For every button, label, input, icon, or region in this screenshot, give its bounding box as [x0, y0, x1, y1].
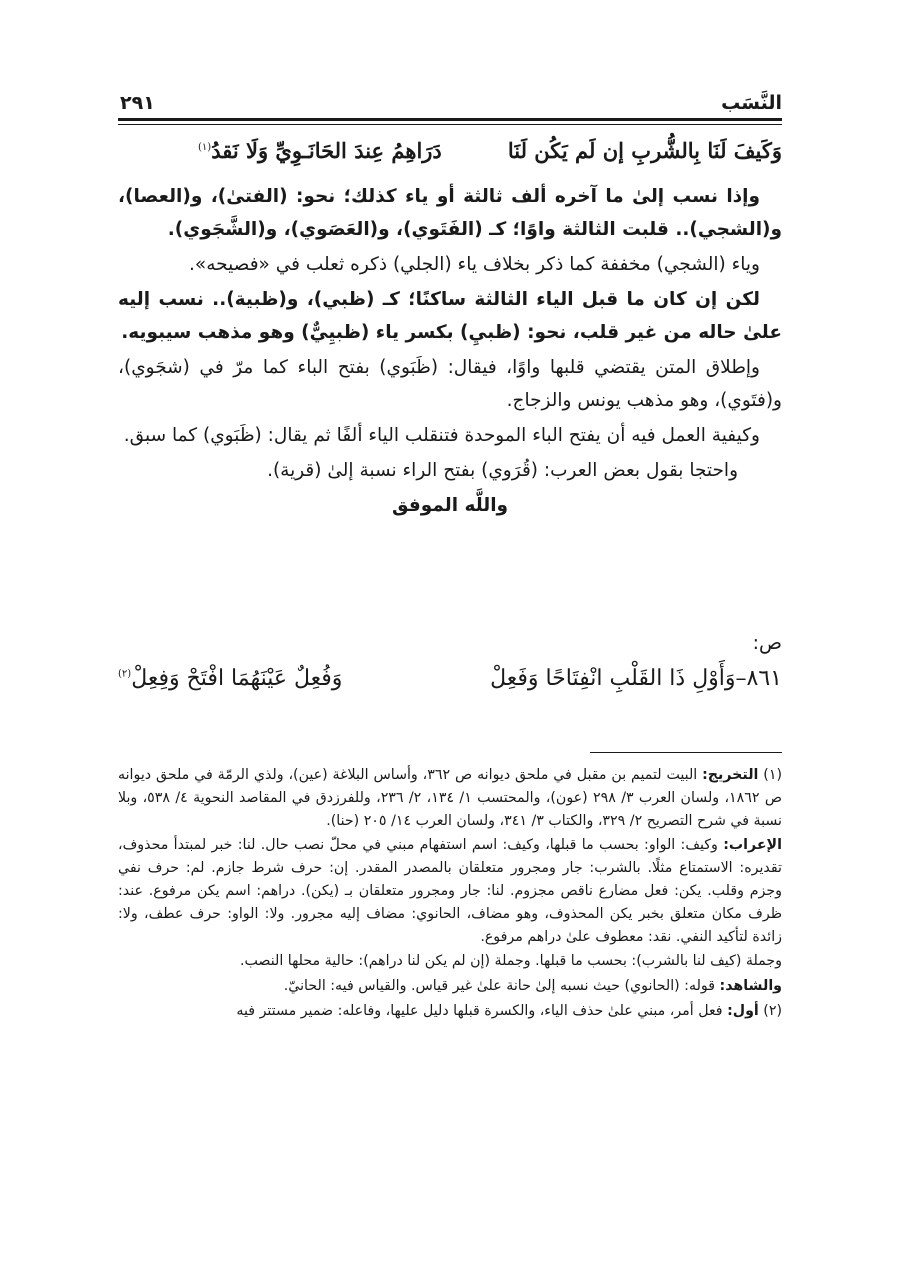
footnote-shahid-label: والشاهد: [719, 978, 782, 995]
running-title: النَّسَب [721, 92, 782, 114]
paragraph-3: لكن إن كان ما قبل الياء الثالثة ساكنًا؛ كـ (ظبي)، و(ظبية).. نسب إليه علىٰ حاله من غير قلب، نحو: (ظبيِ) بكسر ياء (ظبيِيٌّ) وهو مذهب سيبويه. [118, 289, 782, 343]
footnote-separator [590, 752, 782, 753]
page-number: ٢٩١ [120, 92, 155, 114]
footnote-jumla: وجملة (كيف لنا بالشرب): بحسب ما قبلها. وجملة (إن لم يكن لنا دراهم): حالية محلها النصب. [239, 953, 782, 970]
paragraph-2: وياء (الشجي) مخففة كما ذكر بخلاف ياء (الجلي) ذكره ثعلب في «فصيحه». [189, 254, 760, 275]
footnote-2 [118, 1000, 782, 1023]
footnotes [118, 764, 782, 1025]
footnote-shahid-text: قوله: (الحانوي) حيث نسبه إلىٰ حانة علىٰ غير قياس. والقياس فيه: الحانيّ. [283, 978, 715, 995]
paragraph-1: وإذا نسب إلىٰ ما آخره ألف ثالثة أو ياء كذلك؛ نحو: (الفتىٰ)، و(العصا)، و(الشجي).. قلبت الثالثة واوًا؛ كـ (الفَتَوي)، و(العَصَوي)، و(الشَّجَوي). [118, 186, 782, 240]
header-rule-thick [118, 118, 782, 121]
footnote-1-label: التخريج: [702, 767, 759, 783]
footnote-shahid [118, 975, 782, 998]
footnote-irab-label: الإعراب: [723, 837, 782, 854]
footnote-1 [118, 764, 782, 832]
verse-second-half [198, 138, 442, 163]
footnote-1-text: البيت لتميم بن مقبل في ملحق ديوانه ص ٣٦٢، وأساس البلاغة (عين)، ولذي الرمّة في ملحق ديوانه ص ١٨٦٢، ولسان العرب ٣/ ٢٩٨ (عون)، والمحتسب ١/ ١٣٤، ٢/ ٢٣٦، وللفرزدق في المقاصد النحوية ٤/ ٥٣٨، وبلا نسبة في شرح التصريح ٢/ ٣٢٩، والكتاب ٣/ ٣٤١، ولسان العرب ١٤/ ٢٠٥ (حنا). [118, 767, 782, 829]
footnote-ref-1[interactable]: (١) [198, 142, 212, 153]
page-header [120, 88, 782, 114]
main-text [118, 180, 782, 524]
paragraph-4: وإطلاق المتن يقتضي قلبها واوًا، فيقال: (ظَبَوي) بفتح الباء كما مرّ في (شجَوي)، و(فتَوي)، وهو مذهب يونس والزجاج. [118, 357, 782, 411]
paragraph-6: واحتجا بقول بعض العرب: (قُرَوي) بفتح الراء نسبة إلىٰ (قرية). [267, 460, 738, 481]
header-rule-thin [118, 124, 782, 125]
poem-line [118, 666, 782, 691]
footnote-ref-2[interactable]: (٢) [118, 668, 132, 680]
verse-line [198, 138, 782, 163]
poem-first-half: ٨٦١–وَأَوْلِ ذَا القَلْبِ انْفِتَاحًا وَفَعِلْ [490, 666, 782, 691]
footnote-2-text: فعل أمر، مبني علىٰ حذف الياء، والكسرة قبلها دليل عليها، وفاعله: ضمير مستتر فيه [236, 1002, 723, 1019]
footnote-2-number: (٢) [763, 1002, 782, 1019]
footnote-irab [118, 834, 782, 948]
closing-phrase: واللَّه الموفق [391, 495, 509, 516]
poem-second-half [118, 666, 342, 691]
footnote-irab-text: وكيف: الواو: بحسب ما قبلها، وكيف: اسم استفهام مبني في محلّ نصب حال. لنا: خبر لمبتدأ محذوف، تقديره: الاستمتاع مثلًا. بالشرب: جار ومجرور متعلقان بالمصدر المقدر. إن: حرف شرط جازم. لم: حرف نفي وجزم وقلب. يكن: فعل مضارع ناقص مجزوم. لنا: جار ومجرور متعلقان بـ (يكن). دراهم: اسم يكن مرفوع. عند: ظرف مكان متعلق بخبر يكن المحذوف، وهو مضاف، الحانوي: مضاف إليه مجرور. ولا: الواو: حرف عطف، ولا: زائدة لتأكيد النفي. نقد: معطوف علىٰ دراهم مرفوع. [118, 837, 782, 945]
verse-first-half: وَكَيفَ لَنَا بِالشُّربِ إن لَم يَكُن لَنَا [507, 138, 782, 163]
paragraph-5: وكيفية العمل فيه أن يفتح الباء الموحدة فتنقلب الياء ألفًا ثم يقال: (ظَبَوي) كما سبق. [123, 425, 760, 446]
poem-second-half-text: وَفُعِلٌ عَيْنَهُمَا افْتَحْ وَفِعِلْ [131, 666, 343, 691]
section-label: ص: [752, 632, 782, 654]
footnote-2-label: أول: [727, 1002, 759, 1019]
verse-second-half-text: دَرَاهِمُ عِندَ الحَانَـوِيِّ وَلَا نَقدُ [211, 138, 442, 163]
footnote-1-number: (١) [763, 767, 782, 783]
